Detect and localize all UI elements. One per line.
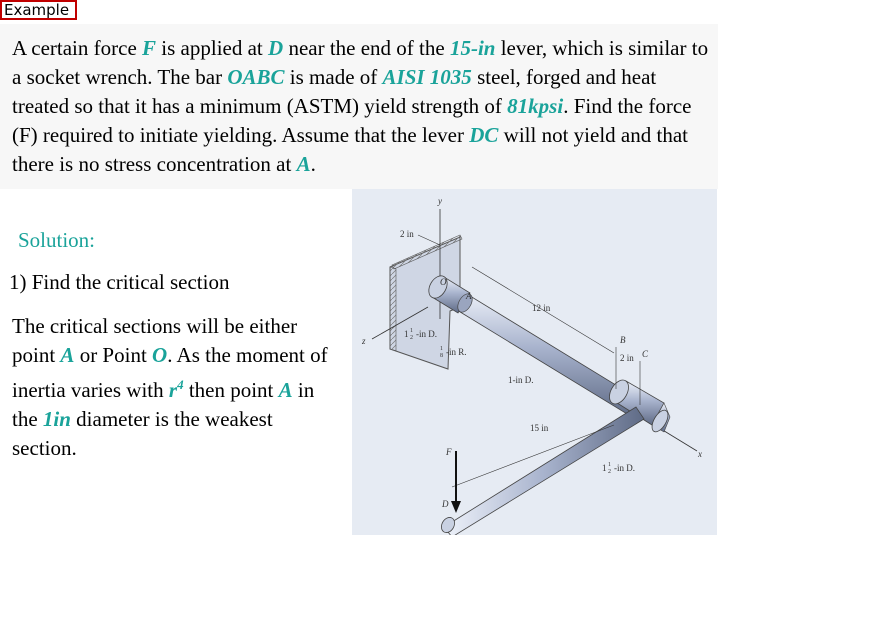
lever-diagram (352, 189, 717, 535)
svg-text:1: 1 (608, 462, 611, 468)
svg-text:2: 2 (608, 469, 611, 475)
wall-hatch-side (390, 267, 396, 351)
x-label: x (698, 449, 702, 459)
lever-length: 15-in (449, 36, 496, 60)
fillet-radius-label: -in R. (446, 347, 467, 357)
force-arrowhead (451, 501, 461, 513)
dim-15in-label: 15 in (530, 423, 549, 433)
svg-text:1: 1 (440, 346, 443, 352)
svg-text:1: 1 (602, 463, 607, 473)
var-D: D (268, 36, 284, 60)
dia-C-label: -in D. (614, 463, 635, 473)
y-label: y (438, 196, 442, 206)
label-O: O (440, 277, 447, 287)
critical-section-text: The critical sections will be either point A or Point O. As the moment of inertia varies with $r^4$ then point A in the 1in diameter is the weakest section. (12, 314, 328, 460)
lever-figure (352, 189, 717, 535)
label-F: F (446, 447, 452, 457)
dia-O-label: -in D. (416, 329, 437, 339)
frac-1: 1 (404, 329, 409, 339)
svg-text:2: 2 (410, 335, 413, 341)
solution-label: Solution: (18, 228, 96, 252)
label-D: D (442, 499, 449, 509)
yield-strength: 81kpsi (507, 94, 564, 118)
var-F: F (142, 36, 157, 60)
label-C: C (642, 349, 649, 359)
material: AISI 1035 (382, 65, 472, 89)
step-1: 1) Find the critical section (9, 270, 230, 294)
dim-2in-label: 2 in (400, 229, 414, 239)
svg-text:1: 1 (410, 328, 413, 334)
svg-text:8: 8 (440, 353, 443, 359)
label-B: B (620, 335, 626, 345)
lever-name: DC (469, 123, 499, 147)
problem-statement: A certain force F is applied at D near the end of the 15-in lever, which is similar to a socket wrench. The bar OABC is made of AISI 1035 steel, forged and heat treated so that it has a minimum (ASTM) yield strength of 81kpsi. Find the force (F) required to initiate yielding. Assume that the lever DC will not yield and that there is no stress concentration at A. (12, 36, 709, 176)
dim-2in-bc-label: 2 in (620, 353, 634, 363)
dia-bar-label: 1-in D. (508, 375, 534, 385)
label-A: A (466, 291, 472, 301)
bar-name: OABC (227, 65, 285, 89)
dim-12in-label: 12 in (532, 303, 551, 313)
z-label: z (362, 336, 366, 346)
point-A: A (296, 152, 311, 176)
example-tag: Example (0, 0, 77, 20)
dim-2in-line (418, 235, 440, 245)
